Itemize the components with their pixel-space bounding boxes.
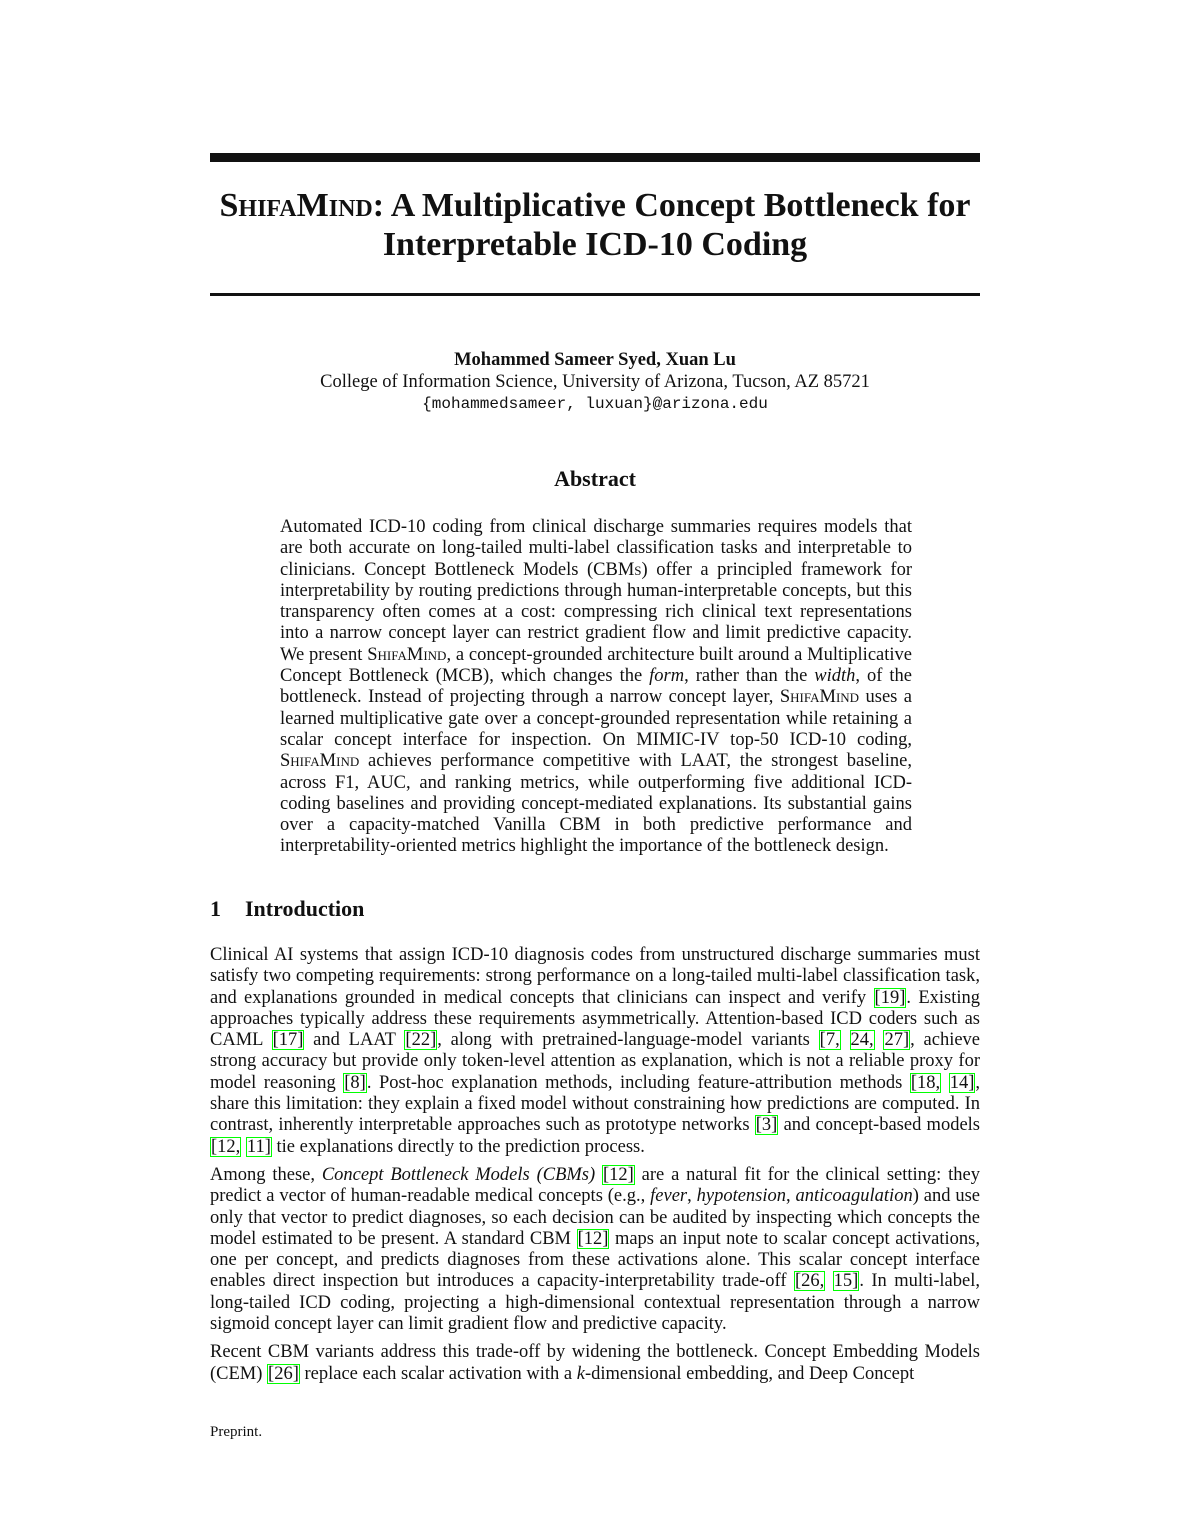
citation-link[interactable]: [3] xyxy=(755,1115,778,1136)
citation-link[interactable]: [12] xyxy=(603,1164,634,1185)
author-block xyxy=(210,349,980,415)
citation-link[interactable]: 15] xyxy=(833,1271,859,1292)
citation-link[interactable]: 24, xyxy=(850,1030,874,1051)
paper-title: ShifaMind: A Multiplicative Concept Bottleneck for Interpretable ICD-10 Coding xyxy=(219,187,971,263)
citation-link[interactable]: [8] xyxy=(344,1072,366,1093)
title-top-rule xyxy=(210,153,980,162)
citation-link[interactable]: 14] xyxy=(949,1072,975,1093)
author-names: Mohammed Sameer Syed, Xuan Lu xyxy=(454,350,736,370)
abstract-heading: Abstract xyxy=(554,466,636,491)
paragraph: Clinical AI systems that assign ICD-10 diagnosis codes from unstructured discharge summaries must satisfy two competing requirements: strong performance on a long-tailed multi-label classification task, and explanations grounded in medical concepts that clinicians can inspect and verify [19]. Existing approaches typically address these requirements asymmetrically. Attention-based ICD coders such as CAML [17] and LAAT [22], along with pretrained-language-model variants [7, 24, 27], achieve strong accuracy but provide only token-level attention as explanation, which is not a reliable proxy for model reasoning [8]. Post-hoc explanation methods, including feature-attribution methods [18, 14], share this limitation: they explain a fixed model without constraining how predictions are computed. In contrast, inherently interpretable approaches such as prototype networks [3] and concept-based models [12, 11] tie explanations directly to the prediction process. xyxy=(210,945,981,1157)
paragraph: Recent CBM variants address this trade-off by widening the bottleneck. Concept Embedding Models (CEM) [26] replace each scalar activation with a k-dimensional embedding, and Deep Concept xyxy=(210,1342,980,1384)
model-name: ShifaMind xyxy=(280,751,360,772)
citation-link[interactable]: [26] xyxy=(268,1363,299,1384)
paragraph: Among these, Concept Bottleneck Models (CBMs) [12] are a natural fit for the clinical setting: they predict a vector of human-readable medical concepts (e.g., fever, hypotension, anticoagulation) and use only that vector to predict diagnoses, so each decision can be audited by inspecting which concepts the model estimated to be present. A standard CBM [12] maps an input note to scalar concept activations, one per concept, and predicts diagnoses from these activations alone. This scalar concept interface enables direct inspection but introduces a capacity-interpretability trade-off [26, 15]. In multi-label, long-tailed ICD coding, projecting a high-dimensional contextual representation through a narrow sigmoid concept layer can limit gradient flow and predictive capacity. xyxy=(210,1164,981,1335)
title-model-name: ShifaMind xyxy=(219,187,373,224)
title-bottom-rule xyxy=(210,293,980,296)
introduction-body xyxy=(210,945,980,1392)
citation-link[interactable]: 11] xyxy=(246,1136,271,1157)
author-email: {mohammedsameer, luxuan}@arizona.edu xyxy=(422,395,768,413)
citation-link[interactable]: [18, xyxy=(910,1072,941,1093)
citation-link[interactable]: [22] xyxy=(405,1030,437,1051)
footer-note: Preprint. xyxy=(210,1424,263,1440)
citation-link[interactable]: [7, xyxy=(819,1030,840,1051)
model-name: ShifaMind xyxy=(779,687,860,708)
section-heading-introduction: 1 Introduction xyxy=(210,896,365,921)
model-name: ShifaMind xyxy=(367,644,447,665)
citation-link[interactable]: [26, xyxy=(794,1271,825,1292)
citation-link[interactable]: 27] xyxy=(884,1030,910,1051)
citation-link[interactable]: [17] xyxy=(272,1030,304,1051)
author-affiliation: College of Information Science, University of Arizona, Tucson, AZ 85721 xyxy=(320,372,870,392)
citation-link[interactable]: [19] xyxy=(874,987,906,1008)
citation-link[interactable]: [12] xyxy=(577,1228,609,1249)
abstract-text: Automated ICD-10 coding from clinical discharge summaries requires models that are both accurate on long-tailed multi-label classification tasks and interpretable to clinicians. Concept Bottleneck Models (CBMs) offer a principled framework for interpretability by routing predictions through human-interpretable concepts, but this transparency often comes at a cost: compressing rich clinical text representations into a narrow concept layer can restrict gradient flow and limit predictive capacity. We present ShifaMind, a concept-grounded architecture built around a Multiplicative Concept Bottleneck (MCB), which changes the form, rather than the width, of the bottleneck. Instead of projecting through a narrow concept layer, ShifaMind uses a learned multiplicative gate over a concept-grounded representation while retaining a scalar concept interface for inspection. On MIMIC-IV top-50 ICD-10 coding, ShifaMind achieves performance competitive with LAAT, the strongest baseline, across F1, AUC, and ranking metrics, while outperforming five additional ICD-coding baselines and providing concept-mediated explanations. Its substantial gains over a capacity-matched Vanilla CBM in both predictive performance and interpretability-oriented metrics highlight the importance of the bottleneck design. xyxy=(280,517,913,857)
citation-link[interactable]: [12, xyxy=(211,1136,241,1157)
